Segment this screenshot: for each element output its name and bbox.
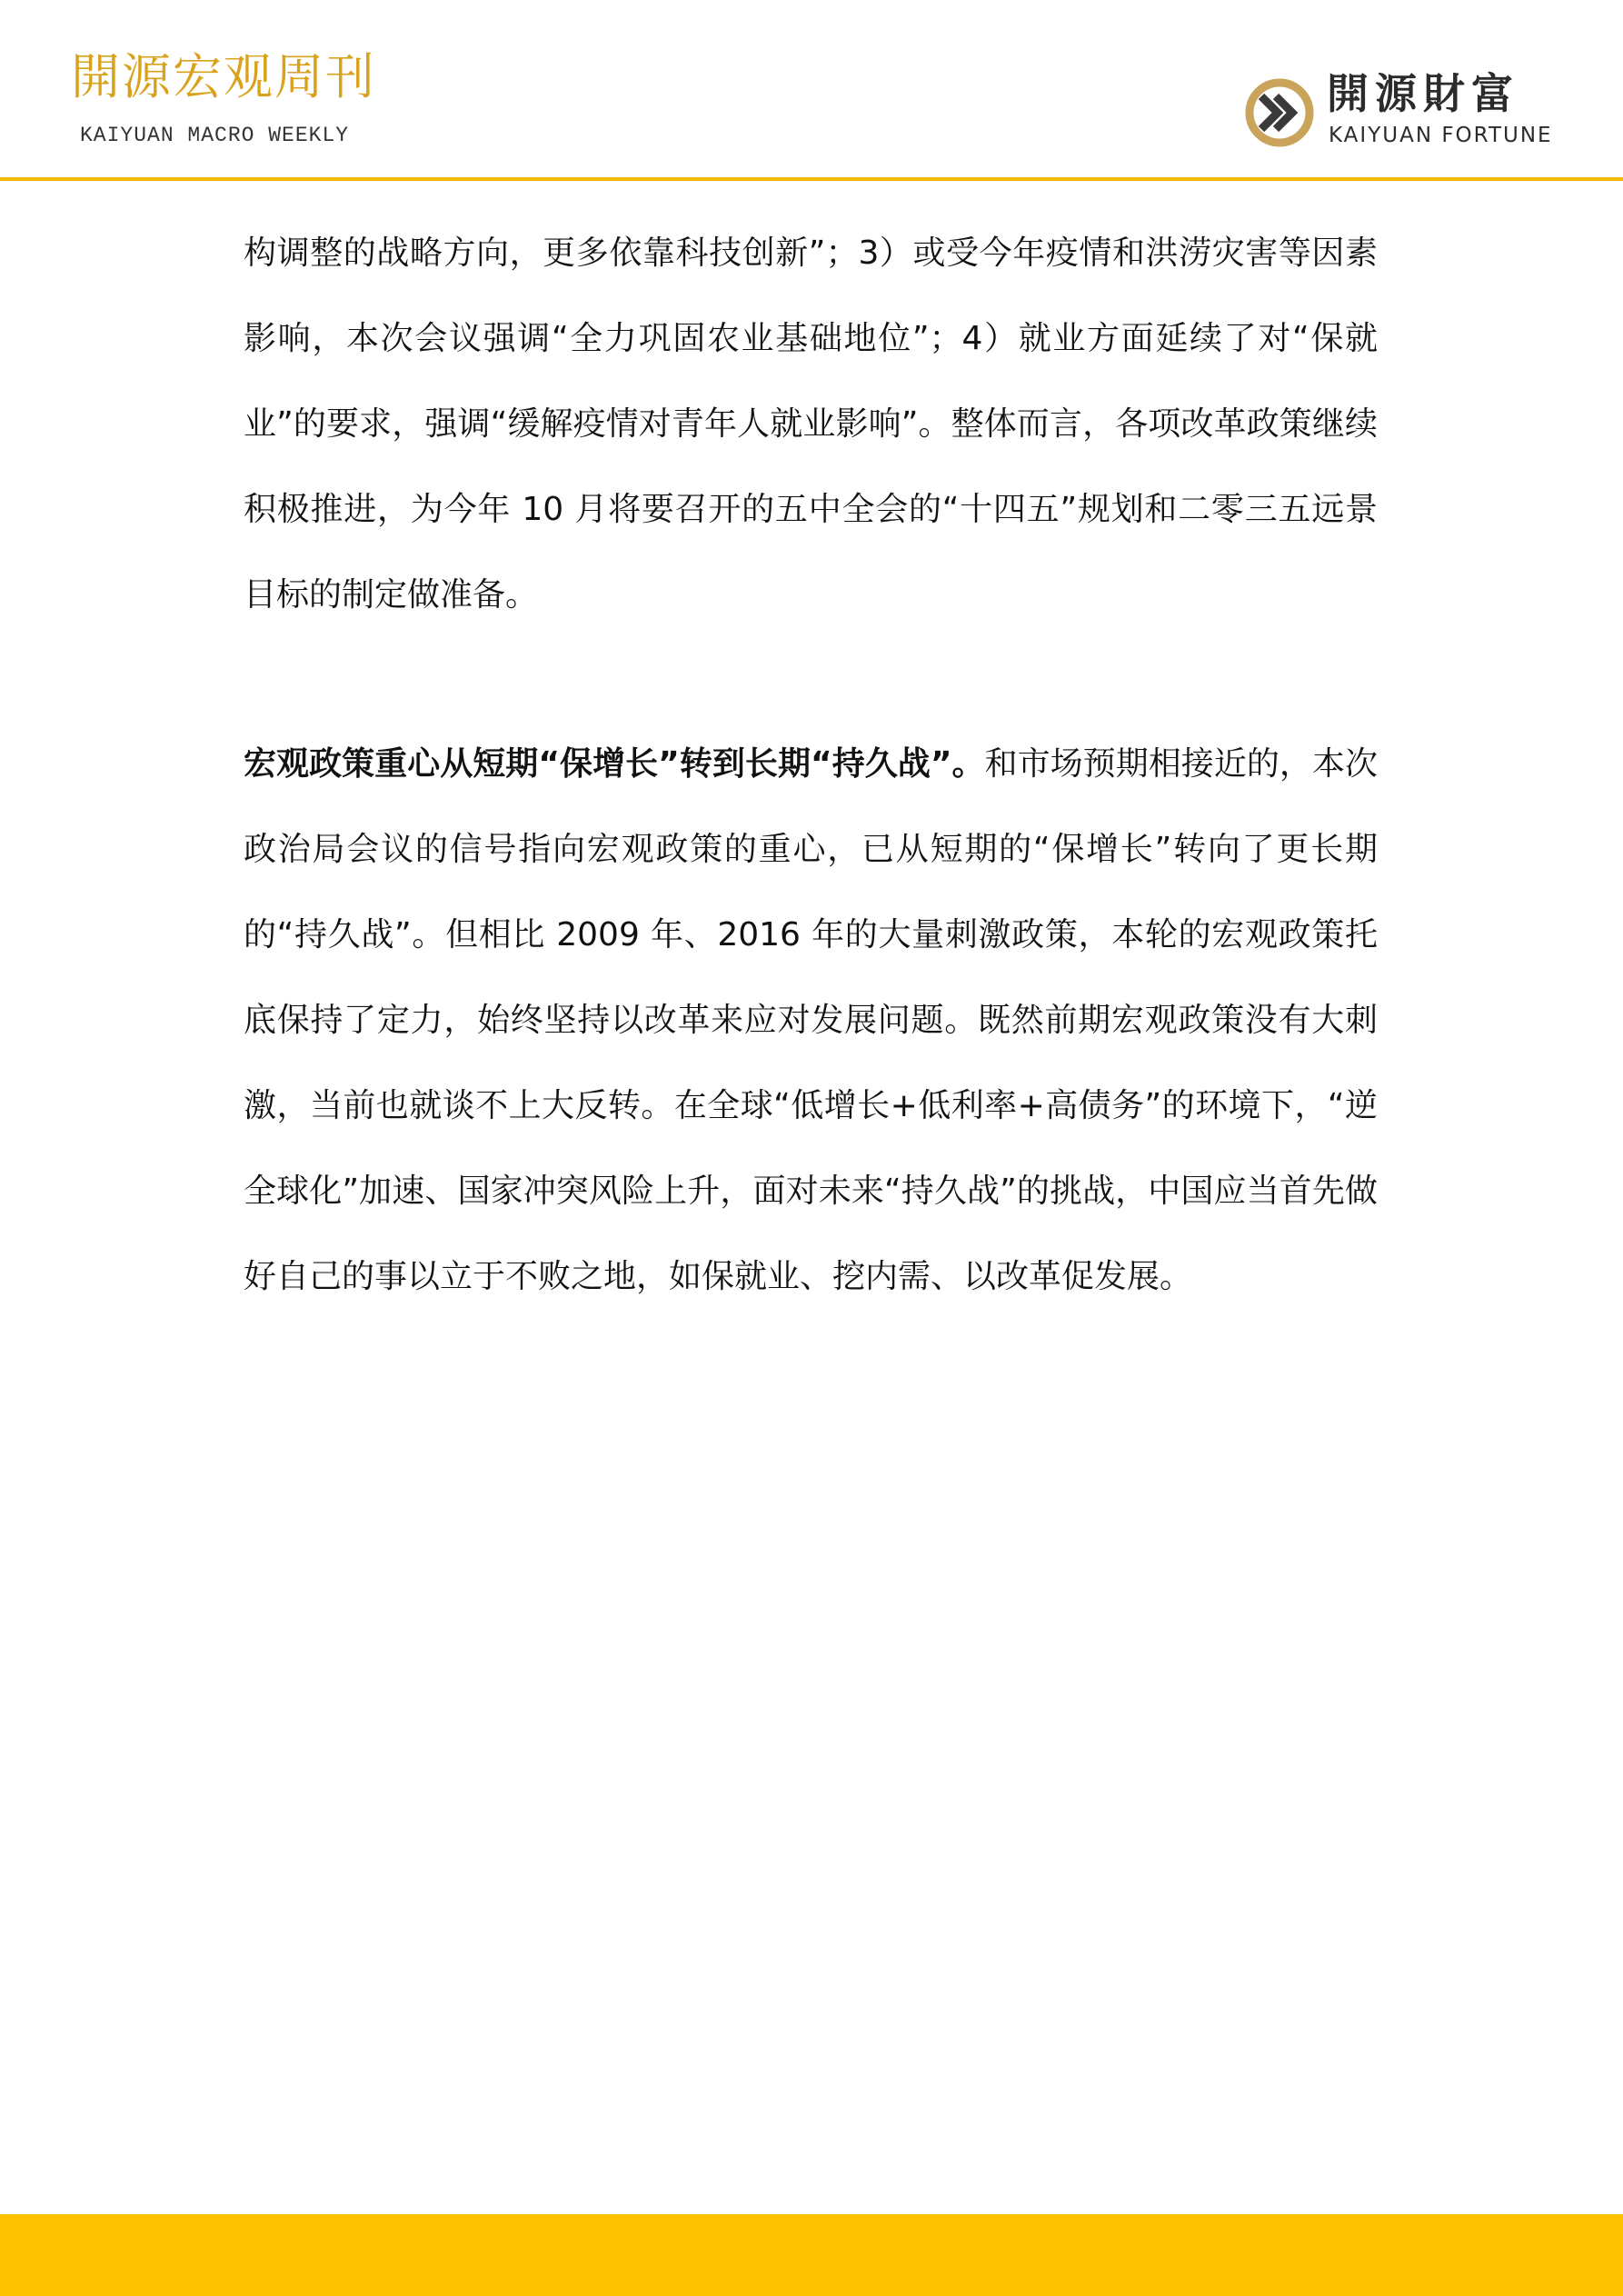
paragraph-lead-heading: 宏观政策重心从短期“保增长”转到长期“持久战”。 — [244, 745, 985, 783]
header-divider — [0, 177, 1623, 181]
footer-band — [0, 2214, 1623, 2296]
kaiyuan-logo-icon — [1243, 76, 1316, 149]
page-header — [0, 0, 1623, 180]
body-text — [244, 211, 1378, 1320]
logo-wordmark-en: KAIYUAN FORTUNE — [1329, 124, 1553, 147]
paragraph-reform-policies: 构调整的战略方向，更多依靠科技创新”；3）或受今年疫情和洪涝灾害等因素影响，本次会议强调“全力巩固农业基础地位”；4）就业方面延续了对“保就业”的要求，强调“缓解疫情对青年人就业影响”。整体而言，各项改革政策继续积极推进，为今年 10 月将要召开的五中全会的“十四五”规划和二零三五远景目标的制定做准备。 — [244, 235, 1378, 614]
logo-wordmark-cn: 開源財富 — [1327, 69, 1519, 118]
publication-subtitle: KAIYUAN MACRO WEEKLY — [80, 124, 350, 147]
publication-title: 開源宏观周刊 — [71, 48, 376, 105]
paragraph-macro-policy-focus — [244, 722, 1378, 1320]
paragraph-body: 和市场预期相接近的，本次政治局会议的信号指向宏观政策的重心，已从短期的“保增长”转向了更长期的“持久战”。但相比 2009 年、2016 年的大量刺激政策，本轮的宏观政策托底保持了定力，始终坚持以改革来应对发展问题。既然前期宏观政策没有大刺激，当前也就谈不上大反转。在全球“低增长+低利率+高债务”的环境下，“逆全球化”加速、国家冲突风险上升，面对未来“持久战”的挑战，中国应当首先做好自己的事以立于不败之地，如保就业、挖内需、以改革促发展。 — [244, 745, 1378, 1295]
company-logo — [1243, 69, 1561, 155]
